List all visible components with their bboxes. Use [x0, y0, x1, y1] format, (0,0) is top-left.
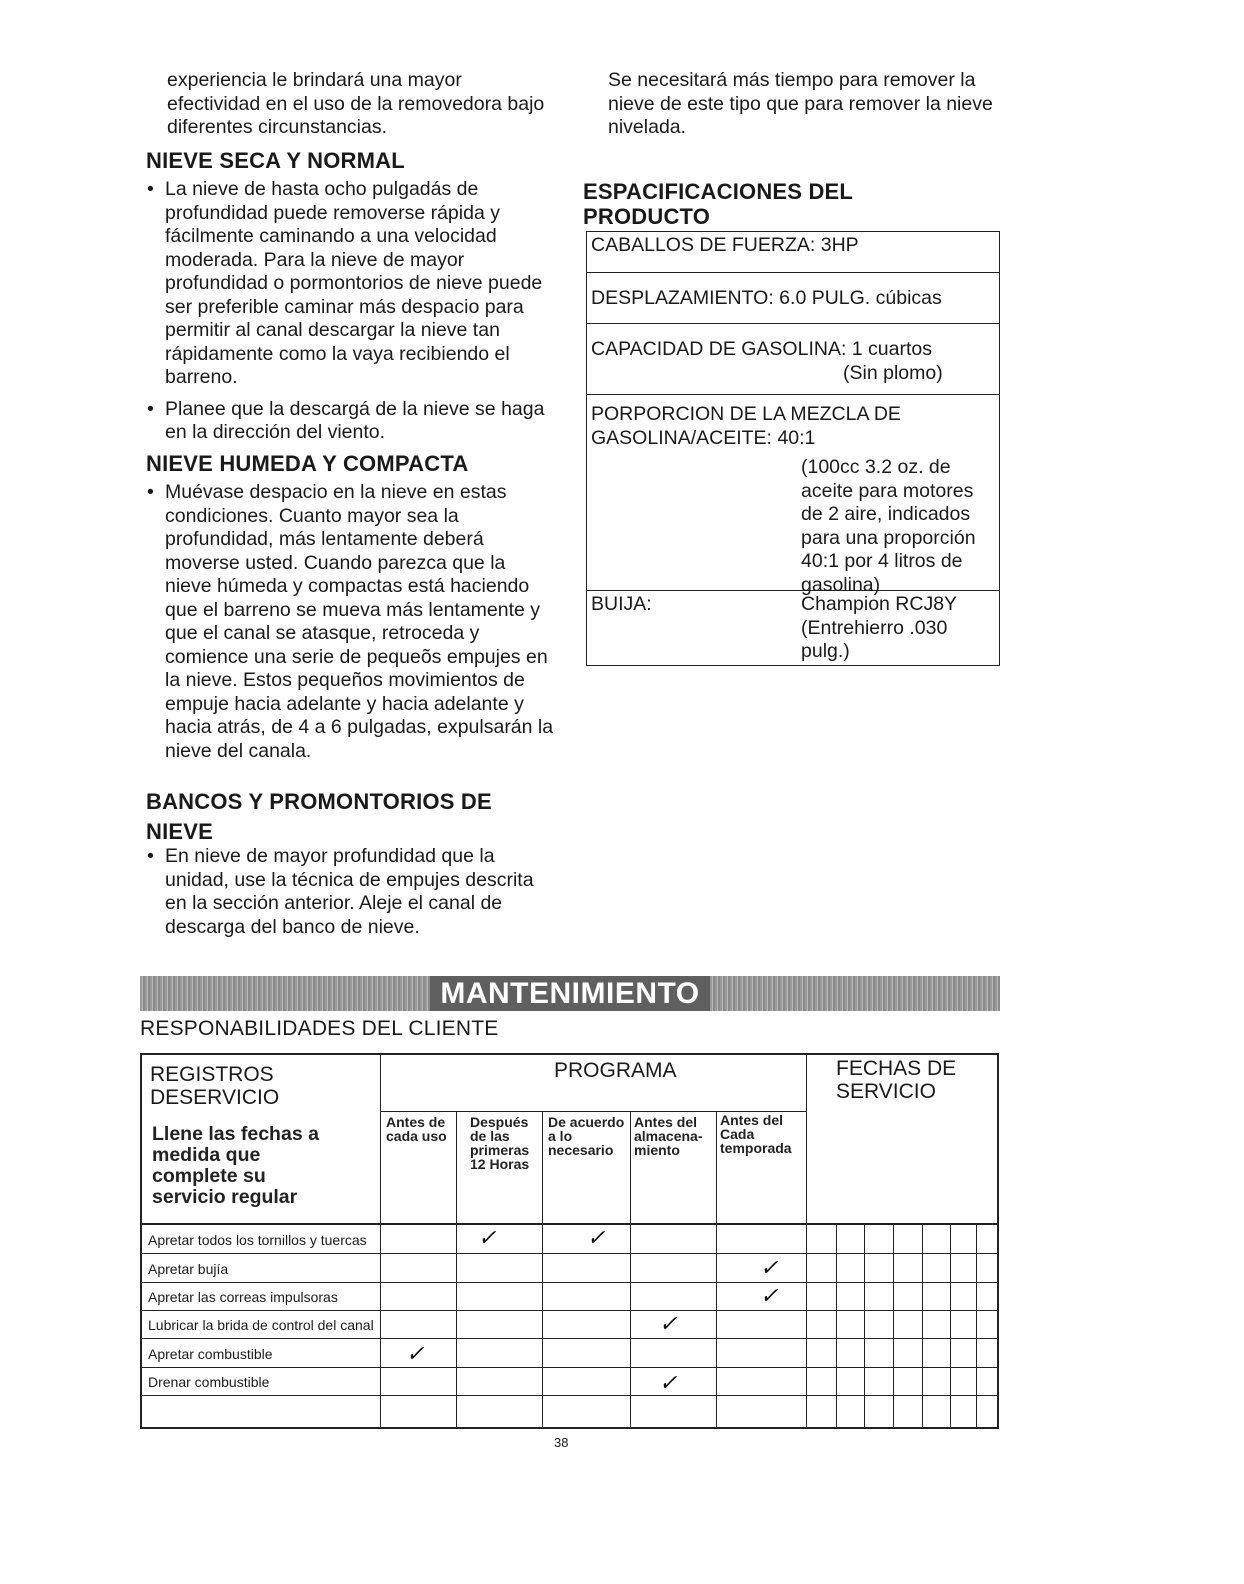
check-mark: ✓: [406, 1341, 425, 1366]
spec-displacement-text: DESPLAZAMIENTO: 6.0 PULG. cúbicas: [591, 287, 942, 309]
col-header-after-12-hours: Después de las primeras 12 Horas: [470, 1114, 530, 1172]
check-mark: ✓: [478, 1225, 497, 1250]
divider: [836, 1225, 837, 1427]
specs-heading: ESPACIFICACIONES DEL PRODUCTO: [583, 179, 853, 229]
records-title: REGISTROS DESERVICIO: [150, 1063, 280, 1109]
task-spark-plug: Apretar bujía: [148, 1261, 229, 1277]
spec-fuel-note: (Sin plomo): [843, 361, 943, 384]
maintenance-banner: [140, 976, 1000, 1011]
dates-title: FECHAS DE SERVICIO: [836, 1057, 957, 1103]
divider: [142, 1282, 997, 1283]
spec-mix: [587, 395, 999, 596]
spec-mix-text: PORPORCION DE LA MEZCLA DE GASOLINA/ACEITE: 40:1: [591, 403, 901, 449]
heading-bancos: BANCOS Y PROMONTORIOS DE NIEVE: [146, 789, 492, 844]
records-subtitle: Llene las fechas a medida que complete su servicio regular: [152, 1123, 319, 1208]
banner-title: MANTENIMIENTO: [430, 976, 709, 1011]
task-drive-belts: Apretar las correas impulsoras: [148, 1289, 338, 1305]
divider: [142, 1253, 997, 1254]
page-number: 38: [554, 1435, 569, 1450]
divider: [456, 1112, 457, 1427]
spec-hp: [587, 232, 999, 273]
spec-spark: [587, 591, 999, 665]
divider: [142, 1367, 997, 1368]
list-item: • Muévase despacio en la nieve en estas condiciones. Cuanto mayor sea la profundidad, más lentamente deberá moverse usted. Cuando parezca que la nieve húmeda y compactas está haciendo que el barreno se mueva más lentamente y que el canal se atasque, retroceda y comience una serie de pequeõs empujes en la nieve. Estos pequeños movimientos de empuje hacia adelante y hacia adelante y hacia atrás, de 4 a 6 pulgadas, expulsarán la nieve del canala.: [145, 481, 555, 763]
divider: [542, 1112, 543, 1427]
spec-fuel: [587, 324, 999, 395]
spec-spark-label: BUIJA:: [591, 593, 652, 615]
heading-nieve-humeda: NIEVE HUMEDA Y COMPACTA: [146, 451, 469, 476]
spec-mix-note: (100cc 3.2 oz. de aceite para motores de 2 aire, indicados para una proporción 40:1 por 4 litros de gasolina): [801, 456, 976, 596]
check-mark: ✓: [659, 1370, 678, 1395]
divider: [922, 1225, 923, 1427]
divider: [630, 1112, 631, 1427]
divider: [864, 1225, 865, 1427]
task-drain-fuel: Drenar combustible: [148, 1374, 270, 1390]
divider: [716, 1112, 717, 1427]
heading-nieve-seca: NIEVE SECA Y NORMAL: [146, 148, 405, 173]
specs-table: [586, 231, 1000, 666]
check-mark: ✓: [760, 1255, 779, 1280]
list-item: • Planee que la descargá de la nieve se haga en la dirección del viento.: [145, 398, 565, 445]
col-header-before-each-use: Antes de cada uso: [386, 1114, 447, 1144]
spec-fuel-text: CAPACIDAD DE GASOLINA: 1 cuartos: [591, 338, 932, 360]
list-item: • En nieve de mayor profundidad que la unidad, use la técnica de empujes descrita en la sección anterior. Aleje el canal de descarga del banco de nieve.: [145, 845, 545, 939]
col-header-as-needed: De acuerdo a lo necesario: [548, 1114, 625, 1158]
left-intro: experiencia le brindará una mayor efectividad en el uso de la removedora bajo diferentes circunstancias.: [167, 69, 545, 138]
divider: [142, 1310, 997, 1311]
spec-displacement: [587, 273, 999, 324]
divider: [806, 1055, 807, 1427]
divider: [976, 1225, 977, 1427]
check-mark: ✓: [760, 1283, 779, 1308]
list-nieve-humeda: [145, 481, 555, 771]
divider: [142, 1395, 997, 1396]
program-title: PROGRAMA: [554, 1059, 677, 1082]
divider: [893, 1225, 894, 1427]
list-item: • La nieve de hasta ocho pulgadás de profundidad puede removerse rápida y fácilmente caminando a una velocidad moderada. Para la nieve de mayor profundidad o pormontorios de nieve puede ser preferible caminar más despacio para permitir al canal descargar la nieve tan rápidamente como la vaya recibiendo el barreno.: [145, 178, 565, 390]
divider: [142, 1223, 997, 1225]
check-mark: ✓: [659, 1311, 678, 1336]
maintenance-table: [140, 1053, 999, 1429]
divider: [142, 1338, 997, 1339]
list-bancos: [145, 845, 545, 947]
task-tighten-bolts: Apretar todos los tornillos y tuercas: [148, 1232, 367, 1248]
col-header-before-storage: Antes del almacena-miento: [634, 1114, 703, 1158]
divider: [950, 1225, 951, 1427]
spec-hp-text: CABALLOS DE FUERZA: 3HP: [591, 234, 859, 256]
list-nieve-seca: [145, 178, 565, 453]
spec-spark-value: Champion RCJ8Y (Entrehierro .030 pulg.): [801, 593, 957, 662]
task-fuel-tighten: Apretar combustible: [148, 1346, 273, 1362]
check-mark: ✓: [587, 1225, 606, 1250]
col-header-each-season: Antes del Cada temporada: [720, 1112, 792, 1156]
maintenance-subtitle: RESPONABILIDADES DEL CLIENTE: [140, 1017, 499, 1040]
task-chute-flange: Lubricar la brida de control del canal: [148, 1317, 374, 1333]
right-intro: Se necesitará más tiempo para remover la nieve de este tipo que para remover la nieve nivelada.: [608, 69, 993, 138]
